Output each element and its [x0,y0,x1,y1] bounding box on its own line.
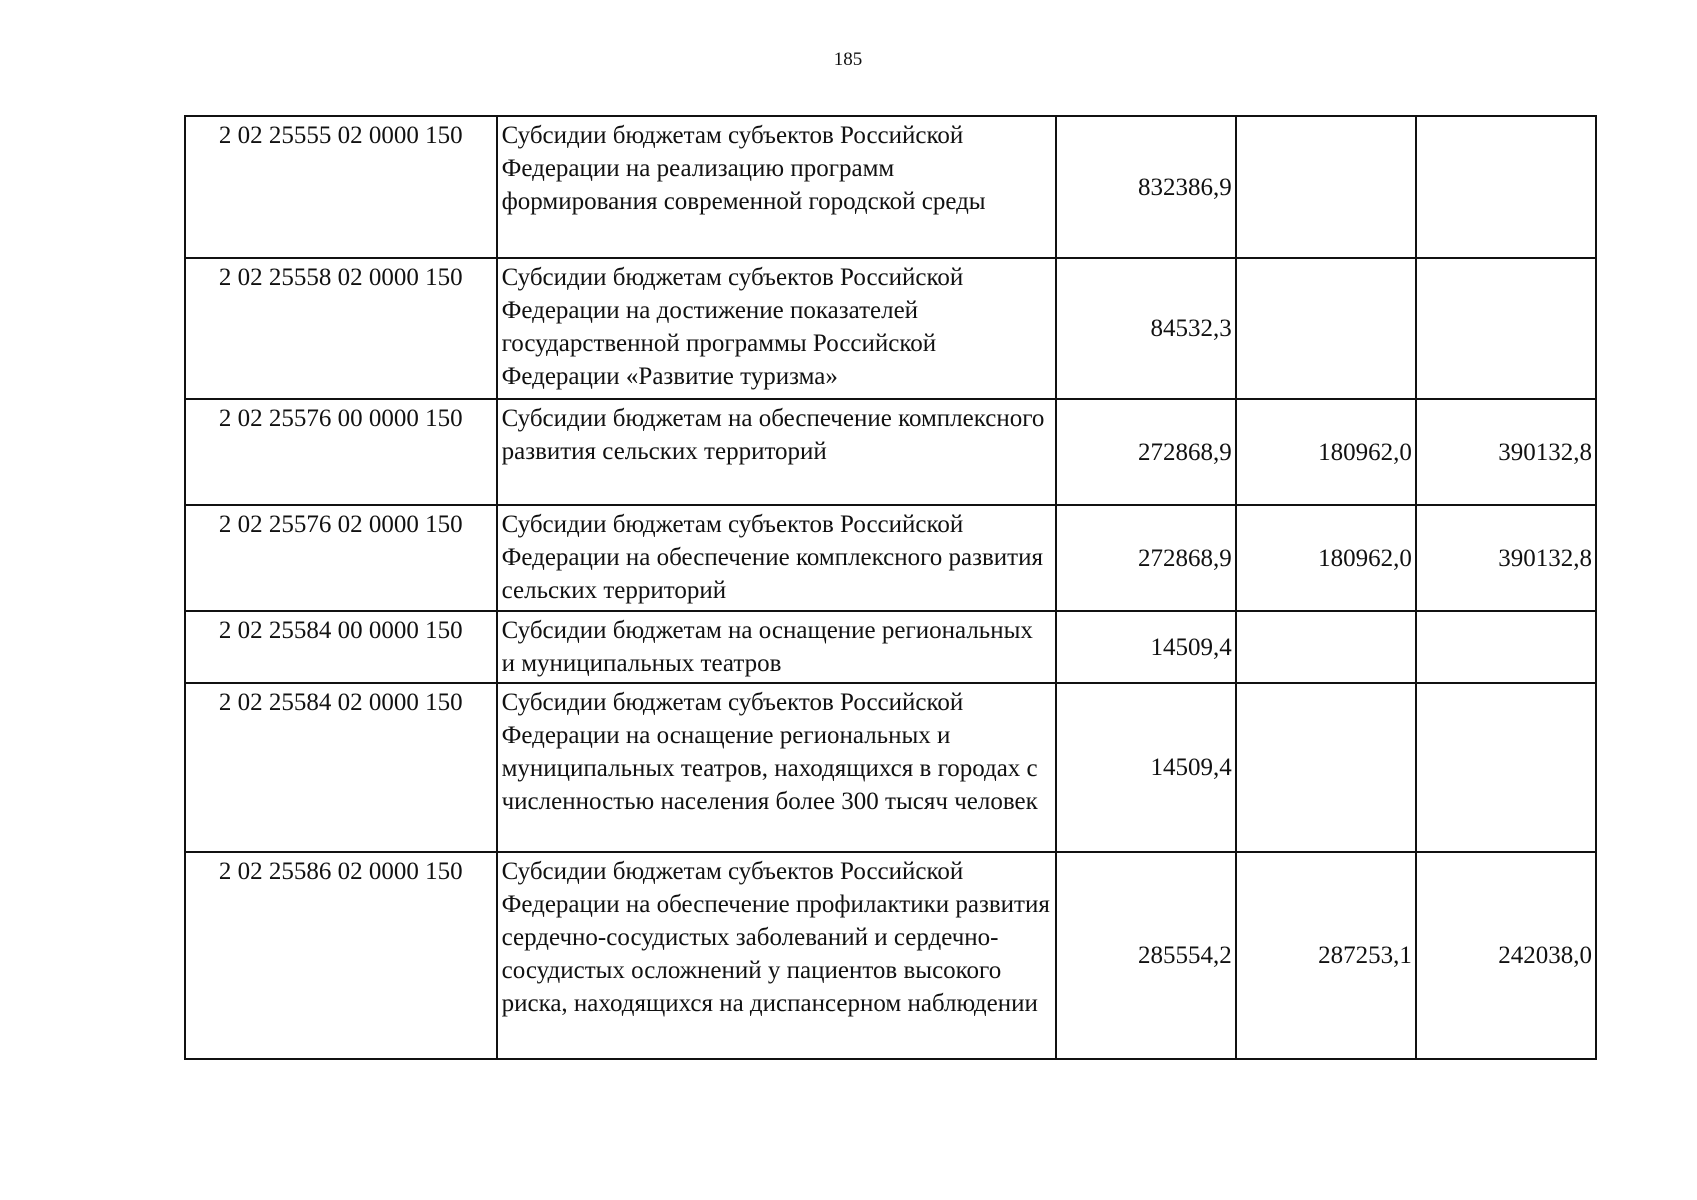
budget-code-cell: 2 02 25555 02 0000 150 [185,116,497,258]
value-cell-2: 180962,0 [1236,399,1416,505]
budget-code-cell: 2 02 25576 02 0000 150 [185,505,497,611]
budget-code-cell: 2 02 25558 02 0000 150 [185,258,497,399]
table-row [185,505,1596,611]
budget-table [184,115,1597,1060]
value-cell-3 [1416,116,1596,258]
value-cell-2 [1236,611,1416,683]
description-cell: Субсидии бюджетам субъектов Российской Федерации на достижение показателей государственной программы Российской Федерации «Развитие туризма» [497,258,1056,399]
value-cell-3 [1416,258,1596,399]
description-cell: Субсидии бюджетам субъектов Российской Федерации на обеспечение профилактики развития сердечно-сосудистых заболеваний и сердечно-сосудистых осложнений у пациентов высокого риска, находящихся на диспансерном наблюдении [497,852,1056,1059]
value-cell-3 [1416,611,1596,683]
value-cell-1: 272868,9 [1056,505,1236,611]
value-cell-1: 832386,9 [1056,116,1236,258]
value-cell-1: 14509,4 [1056,611,1236,683]
budget-code-cell: 2 02 25586 02 0000 150 [185,852,497,1059]
page-number: 185 [833,49,863,70]
table-row [185,852,1596,1059]
value-cell-2 [1236,116,1416,258]
table-row [185,611,1596,683]
description-cell: Субсидии бюджетам субъектов Российской Федерации на реализацию программ формирования современной городской среды [497,116,1056,258]
value-cell-1: 14509,4 [1056,683,1236,852]
table-row [185,683,1596,852]
description-cell: Субсидии бюджетам субъектов Российской Федерации на обеспечение комплексного развития сельских территорий [497,505,1056,611]
budget-code-cell: 2 02 25576 00 0000 150 [185,399,497,505]
budget-code-cell: 2 02 25584 00 0000 150 [185,611,497,683]
value-cell-1: 272868,9 [1056,399,1236,505]
value-cell-2: 180962,0 [1236,505,1416,611]
value-cell-3: 390132,8 [1416,505,1596,611]
value-cell-1: 84532,3 [1056,258,1236,399]
value-cell-2 [1236,683,1416,852]
value-cell-2 [1236,258,1416,399]
value-cell-3: 390132,8 [1416,399,1596,505]
value-cell-1: 285554,2 [1056,852,1236,1059]
table-row [185,116,1596,258]
budget-code-cell: 2 02 25584 02 0000 150 [185,683,497,852]
description-cell: Субсидии бюджетам субъектов Российской Федерации на оснащение региональных и муниципальных театров, находящихся в городах с численностью населения более 300 тысяч человек [497,683,1056,852]
value-cell-3: 242038,0 [1416,852,1596,1059]
description-cell: Субсидии бюджетам на обеспечение комплексного развития сельских территорий [497,399,1056,505]
value-cell-3 [1416,683,1596,852]
table-row [185,258,1596,399]
description-cell: Субсидии бюджетам на оснащение региональных и муниципальных театров [497,611,1056,683]
table-row [185,399,1596,505]
value-cell-2: 287253,1 [1236,852,1416,1059]
